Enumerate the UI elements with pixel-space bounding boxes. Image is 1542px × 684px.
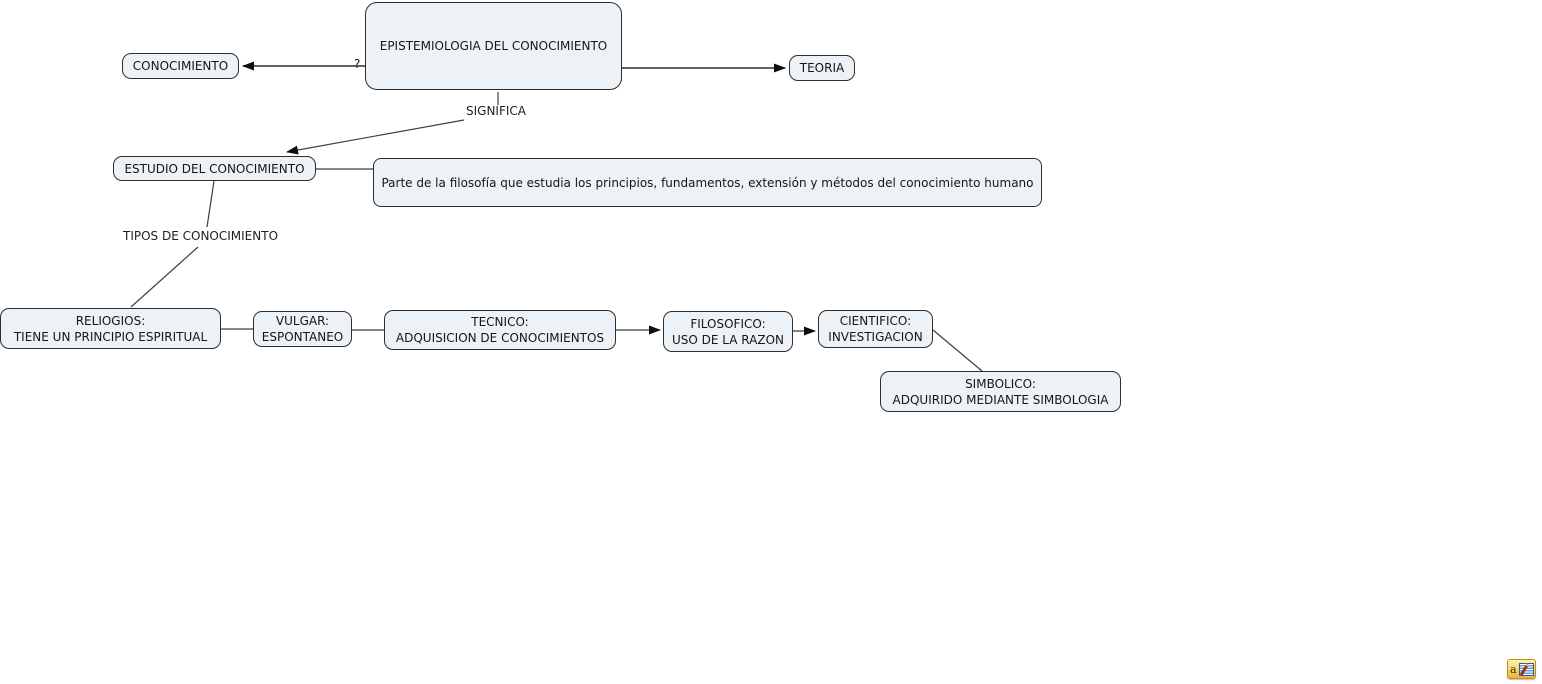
node-descripcion[interactable]	[373, 158, 1042, 207]
annotation-icon-letter: a	[1510, 662, 1517, 676]
node-religios-line2: TIENE UN PRINCIPIO ESPIRITUAL	[13, 329, 208, 344]
node-religios-line1: RELIOGIOS:	[75, 313, 146, 328]
node-descripcion-label: Parte de la filosofía que estudia los principios, fundamentos, extensión y métodos del conocimiento humano	[381, 175, 1034, 190]
node-filosofico-line1: FILOSOFICO:	[690, 316, 766, 331]
node-cientifico[interactable]	[818, 310, 933, 348]
node-estudio[interactable]	[113, 156, 316, 181]
node-cientifico-line1: CIENTIFICO:	[839, 314, 912, 328]
annotation-icon[interactable]	[1507, 659, 1536, 679]
annotation-note-icon	[1519, 663, 1534, 676]
link-label-question[interactable]: ?	[354, 57, 361, 71]
node-simbolico[interactable]	[880, 371, 1121, 412]
node-epistemiologia-label: EPISTEMIOLOGIA DEL CONOCIMIENTO	[379, 39, 608, 53]
node-filosofico[interactable]	[663, 311, 793, 352]
node-teoria[interactable]	[789, 55, 855, 81]
node-religios[interactable]	[0, 308, 221, 349]
node-epistemiologia[interactable]	[365, 2, 622, 90]
node-conocimiento-label: CONOCIMIENTO	[132, 59, 229, 73]
node-simbolico-line1: SIMBOLICO:	[965, 376, 1036, 391]
node-conocimiento[interactable]	[122, 53, 239, 79]
node-teoria-label: TEORIA	[799, 61, 845, 75]
node-simbolico-line2: ADQUIRIDO MEDIANTE SIMBOLOGIA	[892, 392, 1109, 407]
node-tecnico[interactable]	[384, 310, 616, 350]
node-tecnico-line1: TECNICO:	[471, 315, 529, 329]
node-filosofico-line2: USO DE LA RAZON	[672, 332, 784, 347]
node-tecnico-line2: ADQUISICION DE CONOCIMIENTOS	[395, 331, 605, 345]
node-vulgar[interactable]	[253, 311, 352, 347]
link-label-significa[interactable]: SIGNIFICA	[466, 104, 526, 118]
node-estudio-label: ESTUDIO DEL CONOCIMIENTO	[124, 161, 305, 176]
node-cientifico-line2: INVESTIGACION	[828, 330, 923, 344]
link-label-tipos[interactable]: TIPOS DE CONOCIMIENTO	[123, 229, 279, 243]
pencil-icon	[1519, 663, 1528, 676]
node-vulgar-line1: VULGAR:	[275, 314, 330, 328]
node-vulgar-line2: ESPONTANEO	[261, 330, 344, 344]
